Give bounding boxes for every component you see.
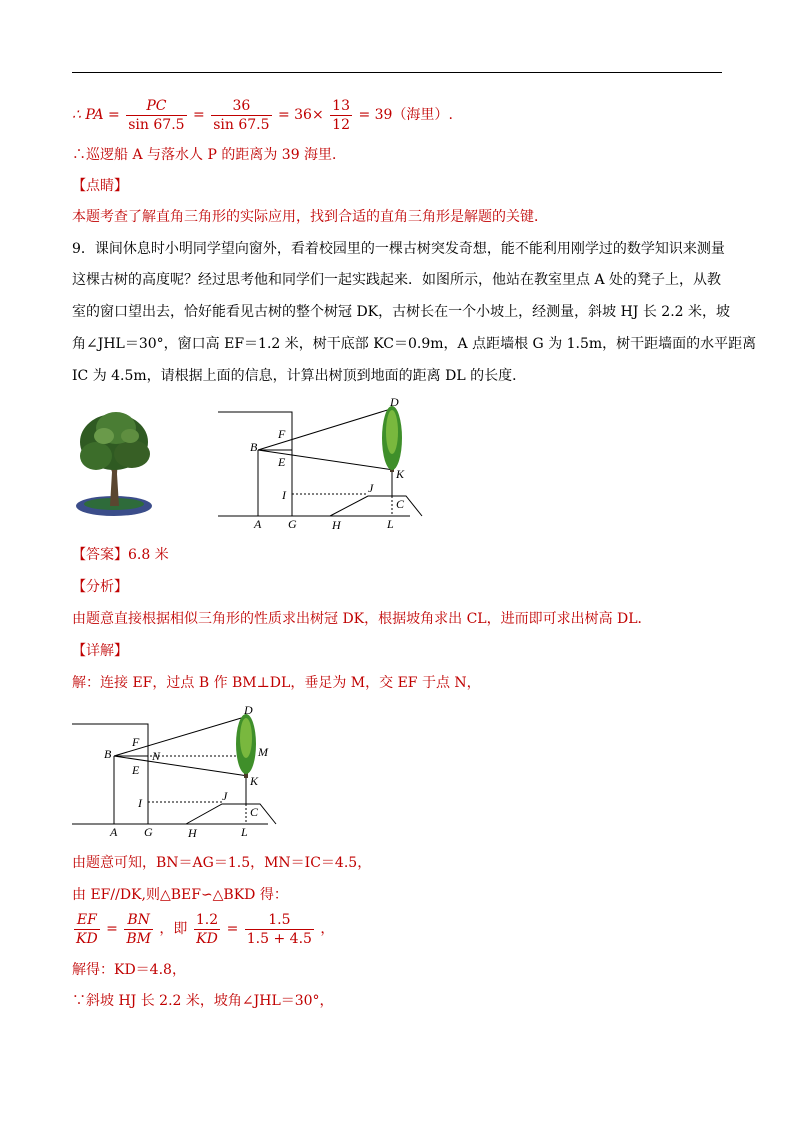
label-I: I — [138, 796, 142, 810]
fraction-13-12: $\frac{13}{12}$ — [332, 97, 350, 133]
label-G: G — [144, 825, 153, 839]
dianjing-header: 【点睛】 — [72, 178, 128, 194]
label-D: D — [390, 395, 399, 409]
label-H: H — [332, 518, 341, 532]
label-C: C — [250, 805, 259, 819]
label-E: E — [278, 455, 286, 469]
question-line-3: 室的窗口望出去，恰好能看见古树的整个树冠 DK，古树长在一个小坡上，经测量，斜坡 HJ 长 2.2 米，坡 — [72, 304, 731, 320]
fraction-bn-bm: $\frac{BN}{BM}$ — [126, 911, 151, 947]
label-F: F — [132, 735, 140, 749]
label-B: B — [250, 440, 258, 454]
label-N: N — [152, 749, 161, 763]
answer-header: 【答案】 — [72, 547, 128, 563]
label-A: A — [254, 517, 262, 531]
question-line-4: 角∠JHL＝30°，窗口高 EF＝1.2 米，树干底部 KC＝0.9m，A 点距墙根 G 为 1.5m，树干距墙面的水平距离 — [72, 336, 757, 352]
answer-value: 6.8 米 — [128, 547, 169, 563]
step-2: 由 EF//DK,则△BEF∽△BKD 得： — [72, 887, 288, 903]
step-1: 由题意可知，BN＝AG＝1.5，MN＝IC＝4.5， — [72, 855, 372, 871]
label-J: J — [368, 481, 374, 495]
geometry-figure-1 — [218, 392, 428, 532]
step-3: 解得：KD＝4.8， — [72, 962, 186, 978]
answer-line — [72, 545, 169, 565]
label-K: K — [250, 774, 259, 788]
question-line-2: 这棵古树的高度呢？经过思考他和同学们一起实践起来．如图所示，他站在教室里点 A 处的凳子上，从教 — [72, 272, 722, 288]
label-B: B — [104, 747, 112, 761]
conclusion-text: ∴巡逻船 A 与落水人 P 的距离为 39 海里． — [72, 147, 347, 163]
label-G: G — [288, 517, 297, 531]
question-line-5: IC 为 4.5m，请根据上面的信息，计算出树顶到地面的距离 DL 的长度． — [72, 368, 527, 384]
fraction-1.5-sum: $\frac{1.5}{1.5 + 4.5}$ — [246, 911, 312, 947]
label-C: C — [396, 497, 405, 511]
label-M: M — [258, 745, 268, 759]
label-L: L — [387, 517, 394, 531]
header-rule — [72, 72, 722, 73]
label-J: J — [222, 789, 228, 803]
geometry-figure-2 — [72, 700, 287, 840]
fraction-36-sin: $\frac{36}{\sin 67.5}$ — [213, 97, 270, 133]
label-H: H — [188, 826, 197, 840]
tree-photo — [74, 410, 154, 518]
equation-similar: $\frac{EF}{KD}$ = $\frac{BN}{BM}$ ，即 $\frac{1.2}{KD}$ = $\frac{1.5}{1.5 + 4.5}$ ， — [76, 911, 335, 947]
detail-header: 【详解】 — [72, 643, 128, 659]
detail-text: 解：连接 EF，过点 B 作 BM⊥DL，垂足为 M，交 EF 于点 N， — [72, 675, 481, 691]
fraction-1.2-kd: $\frac{1.2}{KD}$ — [195, 911, 219, 947]
analysis-header: 【分析】 — [72, 579, 128, 595]
label-K: K — [396, 467, 405, 481]
tree-drawing-2 — [236, 714, 256, 778]
label-D: D — [244, 703, 253, 717]
formula-pa: ∴ PA = $\frac{PC}{\sin 67.5}$ = $\frac{36}{\sin 67.5}$ = 36× $\frac{13}{12}$ = 39（海里）. — [72, 97, 453, 133]
dianjing-text: 本题考查了解直角三角形的实际应用，找到合适的直角三角形是解题的关键． — [72, 209, 548, 225]
label-I: I — [282, 488, 286, 502]
step-4: ∵斜坡 HJ 长 2.2 米，坡角∠JHL＝30°， — [72, 993, 334, 1009]
label-L: L — [241, 825, 248, 839]
label-F: F — [278, 427, 286, 441]
label-E: E — [132, 763, 140, 777]
fraction-pc-sin: $\frac{PC}{\sin 67.5}$ — [128, 97, 185, 133]
label-A: A — [110, 825, 118, 839]
fraction-ef-kd: $\frac{EF}{KD}$ — [76, 911, 98, 947]
question-line-1: 9．课间休息时小明同学望向窗外，看着校园里的一棵古树突发奇想，能不能利用刚学过的数学知识来测量 — [72, 241, 725, 257]
analysis-text: 由题意直接根据相似三角形的性质求出树冠 DK，根据坡角求出 CL，进而即可求出树高 DL． — [72, 611, 652, 627]
tree-drawing — [382, 406, 402, 472]
